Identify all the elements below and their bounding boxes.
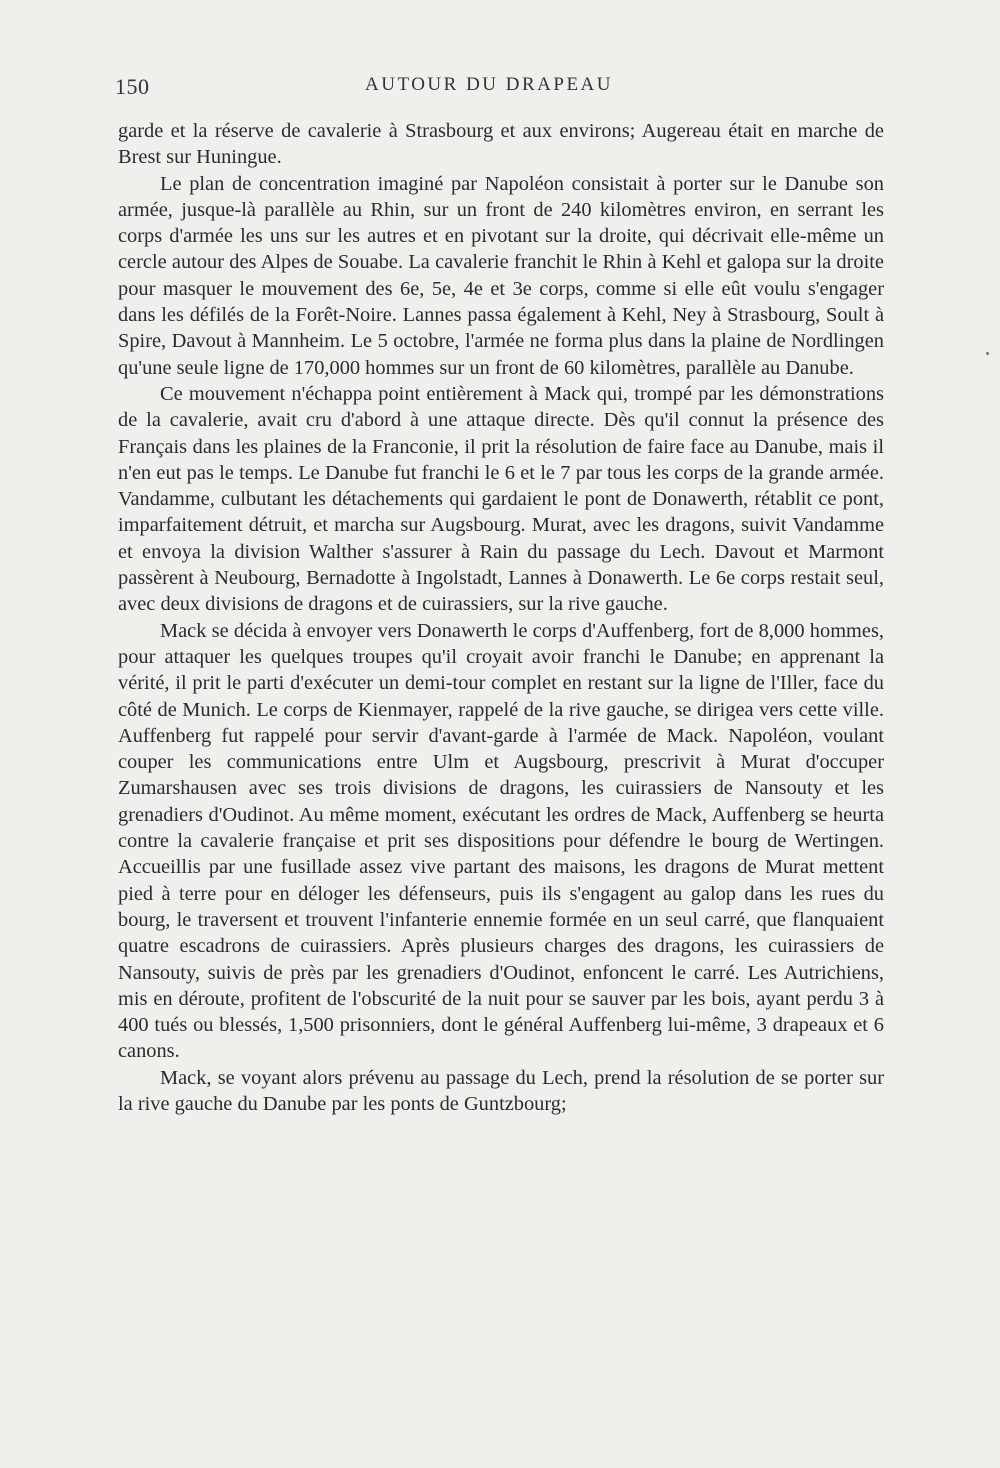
paragraph-danube-crossing: Ce mouvement n'échappa point entièrement à Mack qui, trompé par les démonstrations de la cavalerie, avait cru d'abord à une attaque directe. Dès qu'il connut la présence des Français dans les plaines de la Franconie, il prit la résolution de faire face au Danube, mais il n'en eut pas le temps. Le Danube fut franchi le 6 et le 7 par tous les corps de la grande armée. Vandamme, culbutant les détachements qui gardaient le pont de Donawerth, rétablit ce pont, imparfaitement détruit, et marcha sur Augsbourg. Murat, avec les dragons, suivit Vandamme et envoya la division Walther s'assurer à Rain du passage du Lech. Davout et Marmont passèrent à Neubourg, Bernadotte à Ingolstadt, Lannes à Donawerth. Le 6e corps restait seul, avec deux divisions de dragons et de cuirassiers, sur la rive gauche.	[118, 382, 884, 616]
page-number: 150	[115, 74, 150, 99]
paragraph-wertingen: Mack se décida à envoyer vers Donawerth le corps d'Auffenberg, fort de 8,000 hommes, pour attaquer les quelques troupes qu'il croyait avoir franchi le Danube; en apprenant la vérité, il prit le parti d'exécuter un demi-tour complet en restant sur la ligne de l'Iller, face du côté de Munich. Le corps de Kienmayer, rappelé de la rive gauche, se dirigea vers cette ville. Auffenberg fut rappelé pour servir d'avant-garde à l'armée de Mack. Napoléon, voulant couper les communications entre Ulm et Augsbourg, prescrivit à Murat d'occuper Zumarshausen avec ses trois divisions de dragons, les cuirassiers de Nansouty et les grenadiers d'Oudinot. Au même moment, exécutant les ordres de Mack, Auffenberg se heurta contre la cavalerie française et prit ses dispositions pour défendre le bourg de Wertingen. Accueillis par une fusillade assez vive partant des maisons, les dragons de Murat mettent pied à terre pour en déloger les défenseurs, puis ils s'engagent au galop dans les rues du bourg, le traversent et trouvent l'infanterie ennemie formée en un seul carré, que flanquaient quatre escadrons de cuirassiers. Après plusieurs charges des dragons, les cuirassiers de Nansouty, suivis de près par les grenadiers d'Oudinot, enfoncent le carré. Les Autrichiens, mis en déroute, profitent de l'obscurité de la nuit pour se sauver par les bois, ayant perdu 3 à 400 tués ou blessés, 1,500 prisonniers, dont le général Auffenberg lui-même, 3 drapeaux et 6 canons.	[118, 619, 884, 1063]
body-text	[118, 118, 884, 1117]
paragraph-guntzbourg: Mack, se voyant alors prévenu au passage du Lech, prend la résolution de se porter sur la rive gauche du Danube par les ponts de Guntzbourg;	[118, 1066, 884, 1115]
page-header	[115, 74, 885, 104]
running-title: AUTOUR DU DRAPEAU	[365, 74, 613, 95]
paper-speck	[986, 352, 989, 355]
paragraph-concentration-plan: Le plan de concentration imaginé par Napoléon consistait à porter sur le Danube son armée, jusque-là parallèle au Rhin, sur un front de 240 kilomètres environ, en serrant les corps d'armée les uns sur les autres et en pivotant sur la droite, qui décrivait elle-même un cercle autour des Alpes de Souabe. La cavalerie franchit le Rhin à Kehl et galopa sur la droite pour masquer le mouvement des 6e, 5e, 4e et 3e corps, comme si elle eût voulu s'engager dans les défilés de la Forêt-Noire. Lannes passa également à Kehl, Ney à Strasbourg, Soult à Spire, Davout à Mannheim. Le 5 octobre, l'armée ne forma plus dans la plaine de Nordlingen qu'une seule ligne de 170,000 hommes sur un front de 60 kilomètres, parallèle au Danube.	[118, 172, 884, 379]
paragraph-continuation: garde et la réserve de cavalerie à Strasbourg et aux environs; Augereau était en marche de Brest sur Huningue.	[118, 120, 884, 169]
